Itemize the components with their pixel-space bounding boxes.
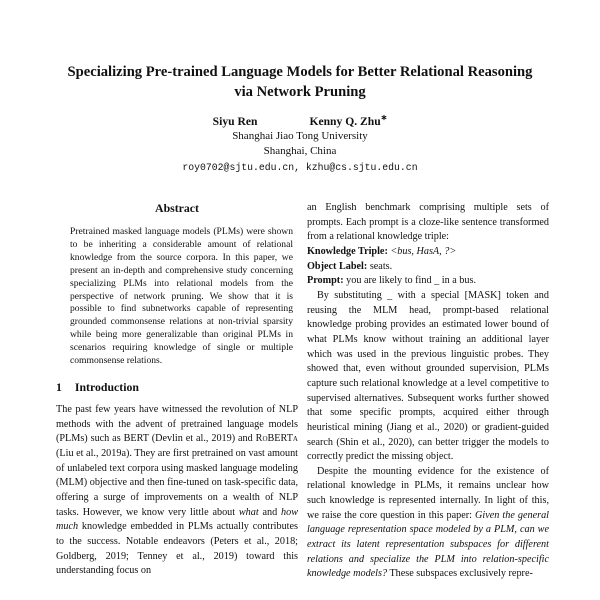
knowledge-triple-line bbox=[307, 245, 549, 260]
knowledge-triple-label: Knowledge Triple: bbox=[307, 245, 388, 257]
author-2-text: Kenny Q. Zhu bbox=[309, 115, 381, 129]
author-footnote-mark: ∗ bbox=[380, 113, 388, 123]
intro-seg-3: and bbox=[258, 506, 282, 518]
right-paragraph-3 bbox=[307, 465, 549, 582]
emails-line: roy0702@sjtu.edu.cn, kzhu@cs.sjtu.edu.cn bbox=[182, 162, 418, 174]
intro-paragraph-1 bbox=[56, 403, 298, 579]
author-name-1: Siyu Ren bbox=[212, 115, 258, 129]
abstract-heading: Abstract bbox=[155, 201, 199, 215]
abstract-body: Pretrained masked language models (PLMs) were shown to be inheriting a considerable amount of relational knowledge from the source corpora. In this paper, we present an in-depth and comprehensive study concerning specializing PLMs into relational models from the perspective of network pruning. We show that it is possible to find subnetworks capable of representing grounded commonsense relations at non-trivial sparsity while being more generalizable than original PLMs in scenarios requiring knowledge of single or multiple commonsense relations. bbox=[70, 226, 293, 367]
intro-seg-4: knowledge embedded in PLMs actually contributes to the success. Notable endeavors (Peters et al., 2018; Goldberg, 2019; Tenney et al., 2019) toward this understanding focus on bbox=[56, 521, 298, 577]
prompt-label: Prompt: bbox=[307, 275, 344, 287]
author-name-2 bbox=[309, 115, 387, 129]
right-paragraph-2: By substituting _ with a special [MASK] token and reusing the MLM head, prompt-based relational knowledge probing provides an estimated lower bound of what PLMs know without training an additional layer which was used in the previous linguistic probes. They showed that, even without grounded supervision, PLMs capture such relational knowledge at a level competitive to supervised alternatives. Subsequent works further showed that some specific prompts, acquired either through heuristical mining (Jiang et al., 2020) or gradient-guided search (Shin et al., 2020), can better trigger the models to correctly predict the missing object. bbox=[307, 289, 549, 463]
right-paragraph-1: an English benchmark comprising multiple sets of prompts. Each prompt is a cloze-like sentence transformed from a relational knowledge triple: bbox=[307, 202, 549, 243]
paper-title: Specializing Pre-trained Language Models for Better Relational Reasoning via Network Pruning bbox=[67, 64, 533, 101]
object-label-value: seats. bbox=[369, 260, 393, 272]
authors-row bbox=[0, 115, 600, 129]
intro-italic-what: what bbox=[238, 506, 259, 518]
p3-core-question-italic: Given the general language representation space modeled by a PLM, can we extract its latent representation subspaces for different relations and specialize the PLM into relation-specific knowledge models? bbox=[307, 509, 549, 580]
intro-italic-how-much: how much bbox=[56, 506, 298, 533]
object-label-label: Object Label: bbox=[307, 260, 368, 272]
affiliation-line: Shanghai Jiao Tong University bbox=[232, 130, 368, 143]
section-1-title: Introduction bbox=[74, 379, 139, 394]
intro-seg-1: The past few years have witnessed the revolution of NLP methods with the advent of pretrained language models (PLMs) such as BERT (Devlin et al., 2019) and bbox=[56, 403, 298, 445]
object-label-line bbox=[307, 260, 549, 275]
roberta-smallcaps: RoBERTa bbox=[255, 433, 298, 445]
paper-header bbox=[0, 0, 600, 175]
location-line: Shanghai, China bbox=[263, 145, 337, 158]
intro-seg-2: (Liu et al., 2019a). They are first pretrained on vast amount of unlabeled text corpora using masked language modeling (MLM) objective and then fine-tuned on task-specific data, offering a surge of improvements on a wealth of NLP tasks. However, we know very little about bbox=[56, 447, 298, 518]
prompt-line bbox=[307, 274, 549, 289]
left-column bbox=[56, 201, 298, 579]
knowledge-triple-value: <bus, HasA, ?> bbox=[390, 245, 457, 257]
prompt-value: you are likely to find _ in a bus. bbox=[346, 275, 477, 287]
section-1-heading bbox=[56, 380, 298, 395]
p3-seg-1: Despite the mounting evidence for the existence of relational knowledge in PLMs, it remains unclear how such knowledge is represented internally. In light of this, we raise the core question in this paper: bbox=[307, 465, 549, 521]
p3-seg-2: These subspaces exclusively repre- bbox=[387, 568, 533, 580]
right-column bbox=[307, 201, 549, 582]
section-1-number: 1 bbox=[56, 379, 62, 394]
